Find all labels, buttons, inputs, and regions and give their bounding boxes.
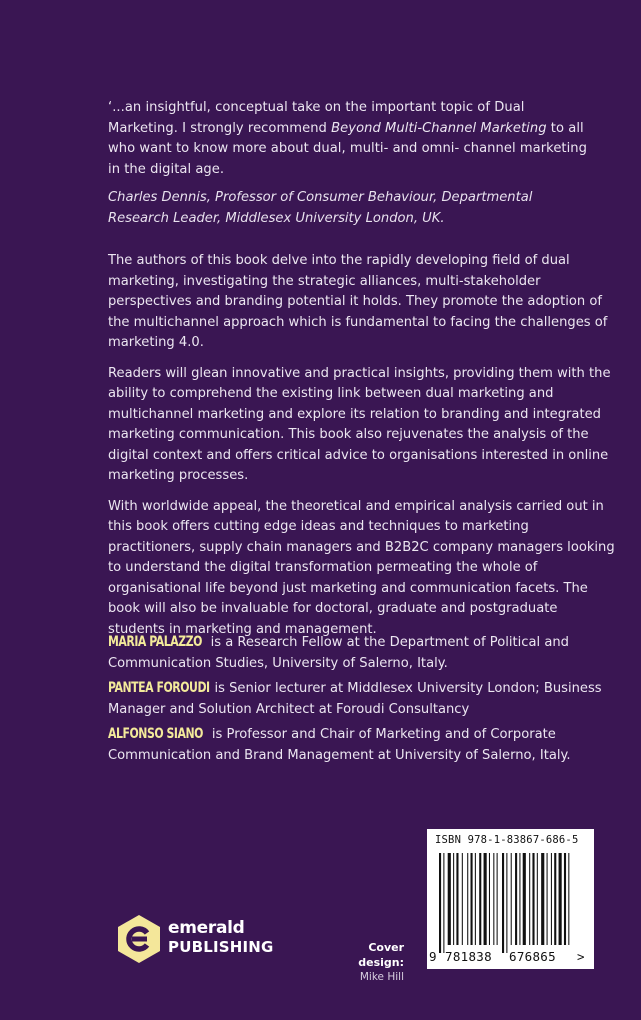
- author-bios: [108, 632, 608, 770]
- author-bio: [108, 632, 608, 674]
- barcode-digit-group-1: 781838: [445, 949, 492, 964]
- cover-designer-name: Mike Hill: [359, 971, 404, 983]
- author-bio: [108, 678, 608, 720]
- isbn-label: ISBN 978-1-83867-686-5: [435, 834, 579, 846]
- author-name: MARIA PALAZZO: [108, 634, 202, 650]
- author-name: ALFONSO SIANO: [108, 726, 203, 742]
- publisher-name-line2: PUBLISHING: [168, 938, 274, 956]
- barcode-icon: [439, 853, 579, 953]
- author-bio: [108, 724, 608, 766]
- publisher-name-line1: emerald: [168, 918, 245, 938]
- cover-design-label: Cover design:: [358, 941, 404, 969]
- author-bio-text: is Senior lecturer at Middlesex University London; Business Manager and Solution Architect at Foroudi Consultancy: [108, 681, 602, 717]
- publisher-logo: [116, 914, 276, 964]
- author-bio-text: is a Research Fellow at the Department of Political and Communication Studies, University of Salerno, Italy.: [108, 635, 569, 671]
- author-name: PANTEA FOROUDI: [108, 680, 210, 696]
- endorsement-quote: [108, 98, 590, 229]
- book-description: [108, 251, 618, 650]
- barcode-end-mark: >: [577, 949, 585, 964]
- emerald-hexagon-logo-icon: [116, 914, 162, 964]
- quote-attribution: Charles Dennis, Professor of Consumer Behaviour, Departmental Research Leader, Middlesex University London, UK.: [108, 190, 533, 226]
- description-paragraph: With worldwide appeal, the theoretical and empirical analysis carried out in this book offers cutting edge ideas and techniques to marketing practitioners, supply chain managers and B2B2C company managers looking to understand the digital transformation permeating the whole of organisational life beyond just marketing and communication facets. The book will also be invaluable for doctoral, graduate and postgraduate students in marketing and management.: [108, 498, 615, 637]
- description-paragraph: The authors of this book delve into the rapidly developing field of dual marketing, investigating the strategic alliances, multi-stakeholder perspectives and branding potential it holds. They promote the adoption of the multichannel approach which is fundamental to facing the challenges of marketing 4.0.: [108, 253, 608, 350]
- barcode-first-digit: 9: [429, 949, 437, 964]
- barcode-digit-group-2: 676865: [509, 949, 556, 964]
- author-bio-text: is Professor and Chair of Marketing and of Corporate Communication and Brand Management at University of Salerno, Italy.: [108, 727, 571, 763]
- isbn-barcode-panel: [427, 829, 594, 969]
- description-paragraph: Readers will glean innovative and practical insights, providing them with the ability to comprehend the existing link between dual marketing and multichannel marketing and explore its relation to branding and integrated marketing communication. This book also rejuvenates the analysis of the digital context and offers critical advice to organisations interested in online marketing processes.: [108, 365, 611, 483]
- quote-text: ‘...an insightful, conceptual take on the important topic of Dual Marketing. I strongly recommend Beyond Multi-Channel Marketing to all who want to know more about dual, multi- and omni- channel marketing in the digital age.: [108, 100, 588, 177]
- cover-design-credit: [330, 940, 404, 984]
- quoted-book-title: Beyond Multi-Channel Marketing: [331, 120, 547, 136]
